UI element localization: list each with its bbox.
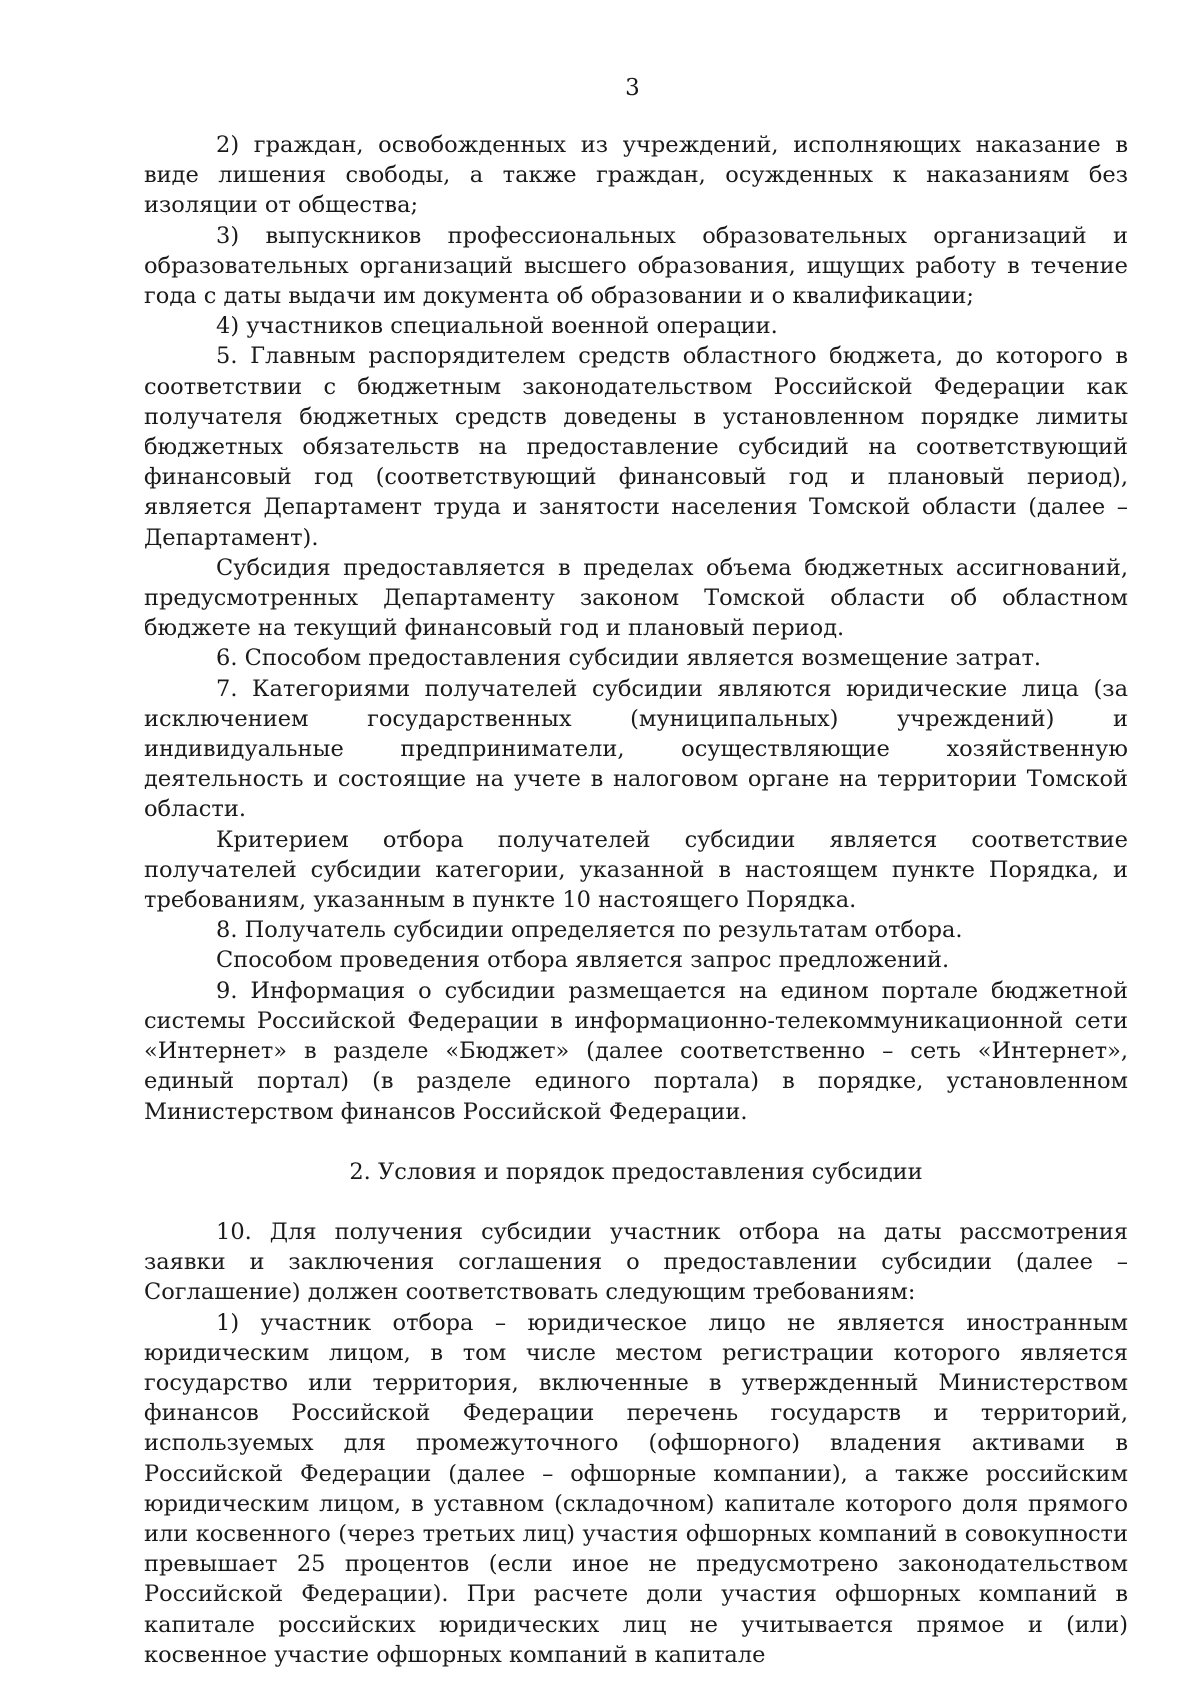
clause-9-paragraph: 9. Информация о субсидии размещается на едином портале бюджетной системы Российской Федерации в информационно-телекоммуникационной сети «Интернет» в разделе «Бюджет» (далее соответственно – сеть «Интернет», единый портал) (в разделе единого портала) в порядке, установленном Министерством финансов Российской Федерации. <box>144 977 1128 1125</box>
list-item-4-paragraph: 4) участников специальной военной операции. <box>216 313 778 340</box>
list-item-3-paragraph: 3) выпускников профессиональных образовательных организаций и образовательных организаций высшего образования, ищущих работу в течение года с даты выдачи им документа об образовании и о квалификации; <box>144 222 1128 310</box>
requirement-1-paragraph: 1) участник отбора – юридическое лицо не является иностранным юридическим лицом, в том числе местом регистрации которого является государство или территория, включенные в утвержденный Министерством финансов Российской Федерации перечень государств и территорий, используемых для промежуточного (офшорного) владения активами в Российской Федерации (далее – офшорные компании), а также российским юридическим лицом, в уставном (складочном) капитале которого доля прямого или косвенного (через третьих лиц) участия офшорных компаний в совокупности превышает 25 процентов (если иное не предусмотрено законодательством Российской Федерации). При расчете доли участия офшорных компаний в капитале российских юридических лиц не учитывается прямое и (или) косвенное участие офшорных компаний в капитале <box>144 1309 1128 1668</box>
clause-6-paragraph: 6. Способом предоставления субсидии является возмещение затрат. <box>216 645 1042 672</box>
selection-criterion-paragraph: Критерием отбора получателей субсидии является соответствие получателей субсидии категории, указанной в настоящем пункте Порядка, и требованиям, указанным в пункте 10 настоящего Порядка. <box>144 826 1128 914</box>
section-heading: 2. Условия и порядок предоставления субсидии <box>349 1158 923 1185</box>
subsidy-limits-paragraph: Субсидия предоставляется в пределах объема бюджетных ассигнований, предусмотренных Департаменту законом Томской области об областном бюджете на текущий финансовый год и плановый период. <box>144 554 1128 642</box>
clause-7-paragraph: 7. Категориями получателей субсидии являются юридические лица (за исключением государственных (муниципальных) учреждений) и индивидуальные предприниматели, осуществляющие хозяйственную деятельность и состоящие на учете в налоговом органе на территории Томской области. <box>144 675 1128 823</box>
clause-5-paragraph: 5. Главным распорядителем средств областного бюджета, до которого в соответствии с бюджетным законодательством Российской Федерации как получателя бюджетных средств доведены в установленном порядке лимиты бюджетных обязательств на предоставление субсидий на соответствующий финансовый год (соответствующий финансовый год и плановый период), является Департамент труда и занятости населения Томской области (далее – Департамент). <box>144 343 1128 551</box>
clause-8-paragraph: 8. Получатель субсидии определяется по результатам отбора. <box>216 917 963 944</box>
clause-10-paragraph: 10. Для получения субсидии участник отбора на даты рассмотрения заявки и заключения соглашения о предоставлении субсидии (далее – Соглашение) должен соответствовать следующим требованиям: <box>144 1218 1128 1306</box>
list-item-2-paragraph: 2) граждан, освобожденных из учреждений, исполняющих наказание в виде лишения свободы, а также граждан, осужденных к наказаниям без изоляции от общества; <box>144 132 1128 219</box>
selection-method-paragraph: Способом проведения отбора является запрос предложений. <box>216 947 950 974</box>
document-body <box>144 130 1128 1670</box>
page-number: 3 <box>625 75 640 101</box>
